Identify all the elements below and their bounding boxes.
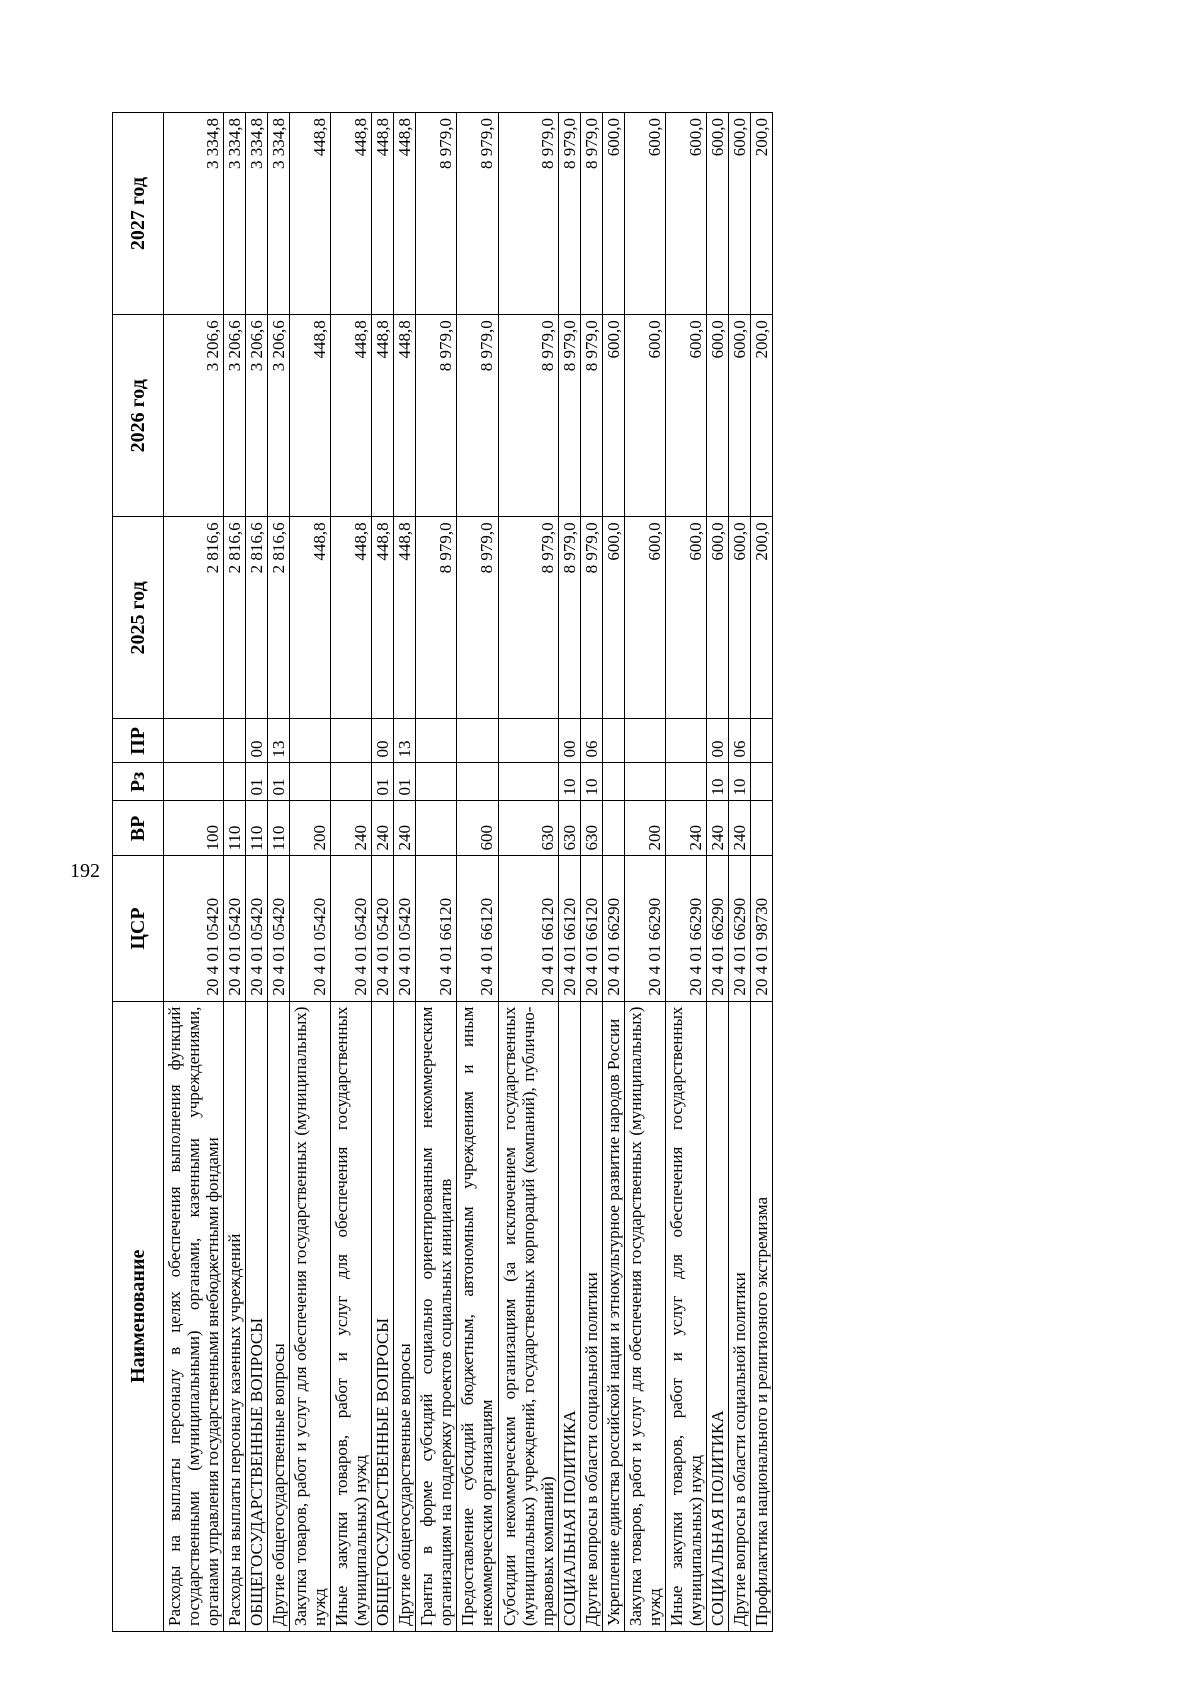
cell-vr: 600 (457, 801, 498, 856)
cell-csr: 20 4 01 66120 (457, 856, 498, 1001)
cell-y2026: 8 979,0 (498, 315, 558, 517)
cell-pr: 00 (372, 719, 394, 763)
table-row (394, 113, 416, 1632)
header-2025: 2025 год (113, 517, 164, 719)
rotated-page-content (112, 112, 1100, 1632)
cell-y2025: 600,0 (665, 517, 706, 719)
cell-y2025: 2 816,6 (164, 517, 224, 719)
cell-y2026: 600,0 (602, 315, 624, 517)
cell-y2027: 600,0 (602, 113, 624, 315)
cell-name: Иные закупки товаров, работ и услуг для обеспечения государственных (муниципальных) нужд (665, 1001, 706, 1631)
cell-y2026: 8 979,0 (416, 315, 457, 517)
cell-y2027: 448,8 (331, 113, 372, 315)
cell-y2027: 8 979,0 (416, 113, 457, 315)
cell-y2025: 448,8 (394, 517, 416, 719)
cell-y2026: 8 979,0 (558, 315, 580, 517)
cell-y2026: 8 979,0 (457, 315, 498, 517)
cell-csr: 20 4 01 05420 (372, 856, 394, 1001)
table-row (372, 113, 394, 1632)
cell-pr (624, 719, 665, 763)
cell-y2026: 3 206,6 (164, 315, 224, 517)
cell-name: Профилактика национального и религиозного экстремизма (750, 1001, 772, 1631)
cell-pr: 00 (706, 719, 728, 763)
cell-vr (602, 801, 624, 856)
table-row (728, 113, 750, 1632)
cell-y2027: 3 334,8 (224, 113, 246, 315)
header-2027: 2027 год (113, 113, 164, 315)
cell-y2026: 3 206,6 (246, 315, 268, 517)
cell-pr (416, 719, 457, 763)
cell-rz: 01 (372, 763, 394, 801)
cell-name: Гранты в форме субсидий социально ориентированным некоммерческим организациям на поддержку проектов социальных инициатив (416, 1001, 457, 1631)
cell-pr: 06 (580, 719, 602, 763)
cell-rz: 01 (268, 763, 290, 801)
cell-vr: 240 (706, 801, 728, 856)
cell-name: ОБЩЕГОСУДАРСТВЕННЫЕ ВОПРОСЫ (372, 1001, 394, 1631)
cell-vr: 630 (580, 801, 602, 856)
cell-vr: 240 (331, 801, 372, 856)
cell-csr: 20 4 01 05420 (290, 856, 331, 1001)
cell-y2027: 8 979,0 (498, 113, 558, 315)
cell-y2025: 8 979,0 (580, 517, 602, 719)
cell-y2027: 448,8 (394, 113, 416, 315)
header-name: Наименование (113, 1001, 164, 1631)
table-row (224, 113, 246, 1632)
cell-y2025: 8 979,0 (457, 517, 498, 719)
cell-vr: 630 (498, 801, 558, 856)
cell-csr: 20 4 01 66120 (498, 856, 558, 1001)
cell-name: Другие вопросы в области социальной политики (728, 1001, 750, 1631)
cell-y2027: 8 979,0 (558, 113, 580, 315)
budget-table (112, 112, 773, 1632)
cell-vr (750, 801, 772, 856)
cell-csr: 20 4 01 66290 (624, 856, 665, 1001)
cell-name: Другие общегосударственные вопросы (268, 1001, 290, 1631)
cell-rz (665, 763, 706, 801)
cell-y2026: 200,0 (750, 315, 772, 517)
cell-name: ОБЩЕГОСУДАРСТВЕННЫЕ ВОПРОСЫ (246, 1001, 268, 1631)
cell-pr (164, 719, 224, 763)
header-pr: ПР (113, 719, 164, 763)
cell-y2025: 8 979,0 (416, 517, 457, 719)
table-row (246, 113, 268, 1632)
cell-y2025: 448,8 (372, 517, 394, 719)
cell-y2027: 8 979,0 (457, 113, 498, 315)
cell-vr (416, 801, 457, 856)
cell-pr (331, 719, 372, 763)
cell-rz (164, 763, 224, 801)
cell-y2025: 2 816,6 (268, 517, 290, 719)
table-body (164, 113, 773, 1632)
cell-pr (665, 719, 706, 763)
cell-csr: 20 4 01 05420 (224, 856, 246, 1001)
table-row (558, 113, 580, 1632)
cell-y2027: 600,0 (706, 113, 728, 315)
header-csr: ЦСР (113, 856, 164, 1001)
table-row (457, 113, 498, 1632)
cell-vr: 200 (624, 801, 665, 856)
cell-vr: 240 (665, 801, 706, 856)
cell-rz: 10 (558, 763, 580, 801)
cell-y2027: 600,0 (665, 113, 706, 315)
cell-y2026: 8 979,0 (580, 315, 602, 517)
cell-csr: 20 4 01 05420 (268, 856, 290, 1001)
table-row (706, 113, 728, 1632)
cell-name: Укрепление единства российской нации и этнокультурное развитие народов России (602, 1001, 624, 1631)
cell-rz (624, 763, 665, 801)
header-2026: 2026 год (113, 315, 164, 517)
cell-name: Закупка товаров, работ и услуг для обеспечения государственных (муниципальных) нужд (624, 1001, 665, 1631)
cell-y2025: 600,0 (602, 517, 624, 719)
cell-name: Расходы на выплаты персоналу в целях обеспечения выполнения функций государственными (муниципальными) органами, казенными учреждениями, органами управления государственными внебюджетными фондами (164, 1001, 224, 1631)
cell-name: Расходы на выплаты персоналу казенных учреждений (224, 1001, 246, 1631)
cell-rz (224, 763, 246, 801)
table-row (268, 113, 290, 1632)
cell-y2025: 600,0 (624, 517, 665, 719)
table-row (416, 113, 457, 1632)
cell-name: Предоставление субсидий бюджетным, автономным учреждениям и иным некоммерческим организациям (457, 1001, 498, 1631)
cell-name: Субсидии некоммерческим организациям (за исключением государственных (муниципальных) учреждений, государственных корпораций (компаний), публично-правовых компаний) (498, 1001, 558, 1631)
cell-csr: 20 4 01 05420 (394, 856, 416, 1001)
cell-vr: 110 (246, 801, 268, 856)
cell-rz (290, 763, 331, 801)
cell-pr: 00 (558, 719, 580, 763)
cell-pr (750, 719, 772, 763)
table-header-row (113, 113, 164, 1632)
table-row (602, 113, 624, 1632)
table-row (750, 113, 772, 1632)
cell-y2027: 600,0 (728, 113, 750, 315)
table-row (665, 113, 706, 1632)
cell-y2026: 3 206,6 (268, 315, 290, 517)
cell-csr: 20 4 01 05420 (331, 856, 372, 1001)
cell-rz (750, 763, 772, 801)
cell-csr: 20 4 01 66290 (665, 856, 706, 1001)
cell-name: Другие вопросы в области социальной политики (580, 1001, 602, 1631)
cell-vr: 630 (558, 801, 580, 856)
cell-y2025: 8 979,0 (498, 517, 558, 719)
cell-y2027: 3 334,8 (268, 113, 290, 315)
cell-y2026: 448,8 (394, 315, 416, 517)
cell-name: СОЦИАЛЬНАЯ ПОЛИТИКА (706, 1001, 728, 1631)
cell-y2026: 448,8 (372, 315, 394, 517)
cell-pr: 06 (728, 719, 750, 763)
table-row (164, 113, 224, 1632)
table-row (498, 113, 558, 1632)
cell-y2026: 600,0 (706, 315, 728, 517)
page-number: 192 (70, 860, 100, 882)
cell-y2026: 600,0 (728, 315, 750, 517)
cell-pr: 13 (394, 719, 416, 763)
cell-pr (602, 719, 624, 763)
cell-y2027: 8 979,0 (580, 113, 602, 315)
cell-rz: 10 (706, 763, 728, 801)
cell-y2025: 600,0 (728, 517, 750, 719)
cell-y2025: 200,0 (750, 517, 772, 719)
cell-y2025: 2 816,6 (246, 517, 268, 719)
cell-csr: 20 4 01 66290 (602, 856, 624, 1001)
cell-vr: 200 (290, 801, 331, 856)
cell-csr: 20 4 01 66120 (416, 856, 457, 1001)
table-row (331, 113, 372, 1632)
cell-pr: 00 (246, 719, 268, 763)
cell-pr: 13 (268, 719, 290, 763)
cell-y2027: 448,8 (290, 113, 331, 315)
cell-y2026: 600,0 (624, 315, 665, 517)
cell-csr: 20 4 01 66120 (558, 856, 580, 1001)
table-row (624, 113, 665, 1632)
cell-y2027: 3 334,8 (246, 113, 268, 315)
cell-y2027: 600,0 (624, 113, 665, 315)
cell-rz (602, 763, 624, 801)
cell-y2026: 600,0 (665, 315, 706, 517)
table-row (290, 113, 331, 1632)
cell-y2025: 8 979,0 (558, 517, 580, 719)
cell-pr (224, 719, 246, 763)
cell-vr: 100 (164, 801, 224, 856)
header-vr: ВР (113, 801, 164, 856)
cell-y2026: 3 206,6 (224, 315, 246, 517)
cell-rz: 10 (728, 763, 750, 801)
cell-y2025: 2 816,6 (224, 517, 246, 719)
cell-y2027: 3 334,8 (164, 113, 224, 315)
cell-vr: 240 (728, 801, 750, 856)
cell-csr: 20 4 01 98730 (750, 856, 772, 1001)
cell-pr (457, 719, 498, 763)
cell-rz: 01 (246, 763, 268, 801)
cell-y2026: 448,8 (290, 315, 331, 517)
cell-csr: 20 4 01 66290 (706, 856, 728, 1001)
cell-y2026: 448,8 (331, 315, 372, 517)
cell-csr: 20 4 01 66120 (580, 856, 602, 1001)
cell-rz (416, 763, 457, 801)
cell-rz (331, 763, 372, 801)
cell-y2025: 448,8 (290, 517, 331, 719)
cell-name: Другие общегосударственные вопросы (394, 1001, 416, 1631)
cell-csr: 20 4 01 05420 (246, 856, 268, 1001)
cell-y2025: 448,8 (331, 517, 372, 719)
cell-rz: 01 (394, 763, 416, 801)
cell-rz: 10 (580, 763, 602, 801)
cell-vr: 240 (394, 801, 416, 856)
cell-vr: 110 (224, 801, 246, 856)
cell-y2027: 448,8 (372, 113, 394, 315)
cell-vr: 110 (268, 801, 290, 856)
cell-y2027: 200,0 (750, 113, 772, 315)
table-row (580, 113, 602, 1632)
cell-name: Иные закупки товаров, работ и услуг для обеспечения государственных (муниципальных) нужд (331, 1001, 372, 1631)
cell-rz (457, 763, 498, 801)
cell-name: СОЦИАЛЬНАЯ ПОЛИТИКА (558, 1001, 580, 1631)
cell-pr (290, 719, 331, 763)
cell-rz (498, 763, 558, 801)
header-rz: Рз (113, 763, 164, 801)
cell-vr: 240 (372, 801, 394, 856)
cell-csr: 20 4 01 66290 (728, 856, 750, 1001)
cell-name: Закупка товаров, работ и услуг для обеспечения государственных (муниципальных) нужд (290, 1001, 331, 1631)
cell-pr (498, 719, 558, 763)
cell-csr: 20 4 01 05420 (164, 856, 224, 1001)
cell-y2025: 600,0 (706, 517, 728, 719)
